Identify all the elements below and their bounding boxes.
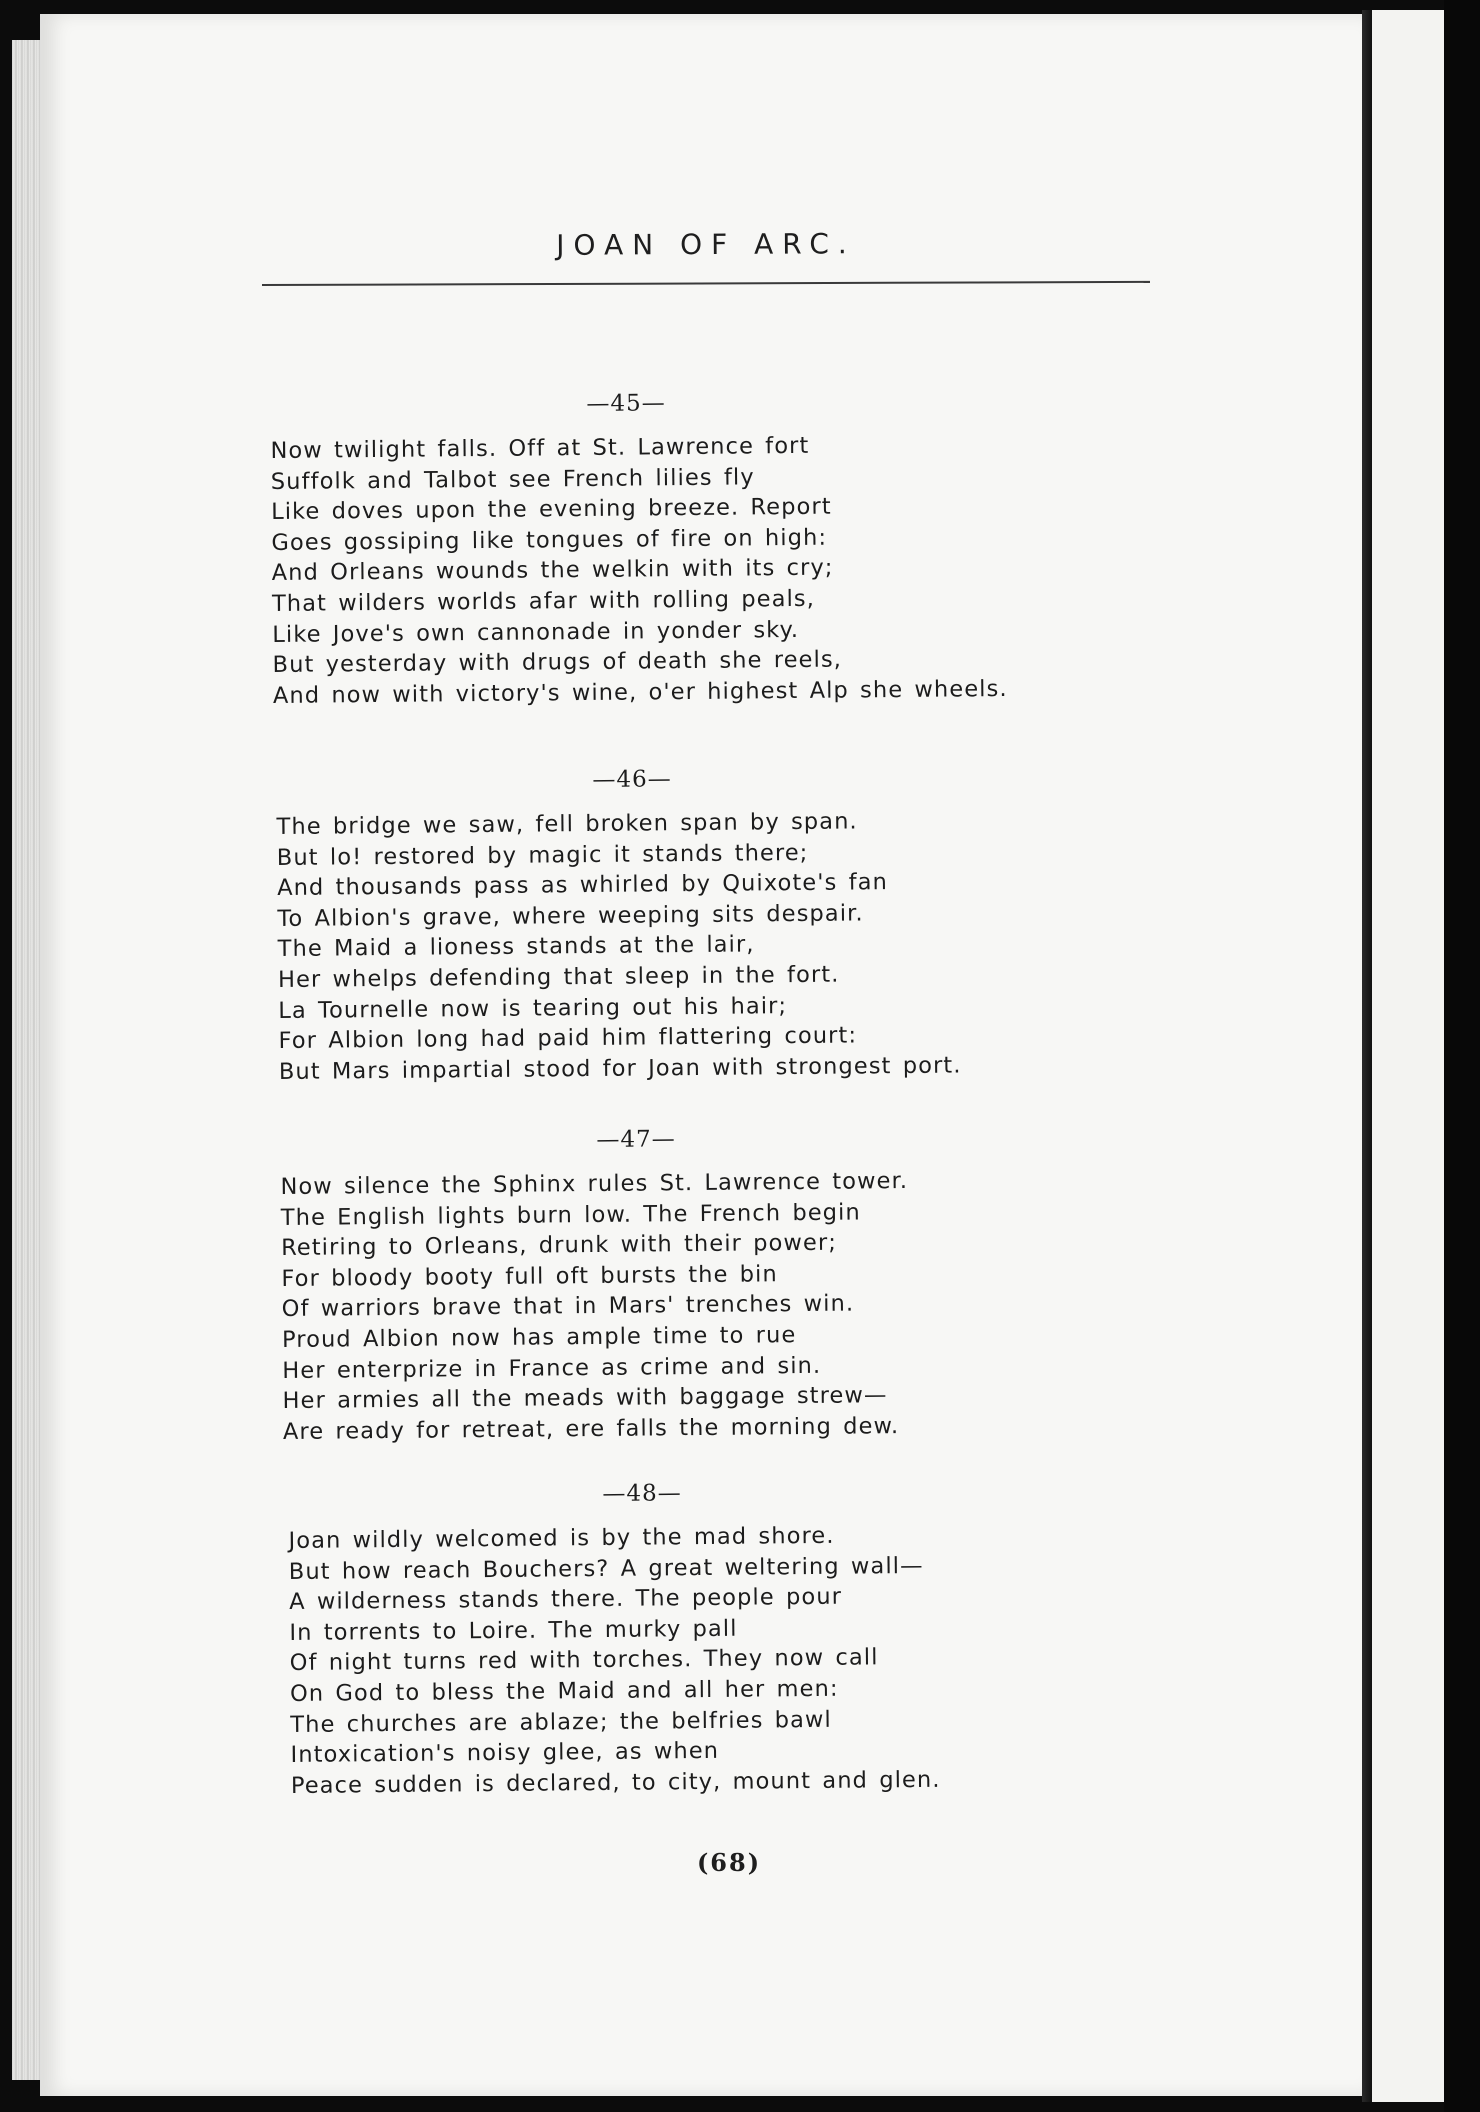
stanza-47 — [280, 1124, 911, 1447]
verse-line: On God to bless the Maid and all her men: — [289, 1675, 839, 1707]
verse-line: Intoxication's noisy glee, as when — [290, 1738, 720, 1769]
verse-line: Of night turns red with torches. They now call — [289, 1644, 879, 1677]
verse-line: Now twilight falls. Off at St. Lawrence fort — [270, 432, 810, 464]
page-edges-left — [12, 40, 40, 2080]
stanza-46 — [276, 763, 962, 1087]
verse-line: Retiring to Orleans, drunk with their power; — [281, 1229, 838, 1262]
verse-line: Her armies all the meads with baggage strew— — [282, 1382, 888, 1415]
verse-line: To Albion's grave, where weeping sits despair. — [277, 900, 864, 932]
verse-line: Now silence the Sphinx rules St. Lawrence tower. — [280, 1167, 909, 1200]
verse-line: But how reach Bouchers? A great weltering wall— — [288, 1552, 924, 1585]
verse-line: Her whelps defending that sleep in the fort. — [277, 961, 840, 993]
verse-line: Joan wildly welcomed is by the mad shore. — [288, 1522, 835, 1554]
adjacent-page-edge — [1372, 10, 1444, 2102]
verse-line: For bloody booty full oft bursts the bin — [281, 1261, 778, 1292]
binding-edge — [1444, 0, 1480, 2112]
verse-line: Peace sudden is declared, to city, mount and glen. — [290, 1766, 941, 1799]
gutter-shadow — [1362, 10, 1372, 2102]
verse-line: The English lights burn low. The French begin — [280, 1199, 861, 1231]
verse-line: But lo! restored by magic it stands there; — [276, 839, 809, 871]
verse-lines — [280, 1166, 910, 1447]
verse-line: A wilderness stands there. The people pour — [289, 1583, 843, 1616]
verse-line: Like Jove's own cannonade in yonder sky. — [272, 616, 800, 648]
verse-lines — [276, 805, 961, 1087]
verse-line: La Tournelle now is tearing out his hair; — [278, 992, 788, 1024]
verse-line: Are ready for retreat, ere falls the morning dew. — [282, 1412, 900, 1445]
verse-line: But Mars impartial stood for Joan with strongest port. — [278, 1052, 962, 1085]
stanza-number: —47— — [596, 1126, 676, 1153]
verse-line: Suffolk and Talbot see French lilies fly — [270, 463, 755, 495]
verse-line: In torrents to Loire. The murky pall — [289, 1615, 738, 1646]
verse-line: The Maid a lioness stands at the lair, — [277, 931, 755, 963]
verse-line: And Orleans wounds the welkin with its cry; — [271, 554, 834, 587]
verse-line: Goes gossiping like tongues of fire on high: — [271, 524, 828, 556]
verse-line: Of warriors brave that in Mars' trenches win. — [281, 1290, 855, 1323]
page-number: (68) — [696, 1848, 762, 1877]
verse-line: The churches are ablaze; the belfries bawl — [290, 1706, 832, 1738]
verse-line: That wilders worlds afar with rolling peals, — [271, 585, 816, 617]
stanza-number: —48— — [602, 1480, 682, 1507]
running-head: JOAN OF ARC. — [556, 227, 856, 262]
stanza-45 — [270, 387, 1008, 711]
verse-line: But yesterday with drugs of death she reels, — [272, 646, 843, 679]
verse-line: Proud Albion now has ample time to rue — [281, 1322, 797, 1353]
verse-line: And now with victory's wine, o'er highest Alp she wheels. — [272, 675, 1008, 709]
verse-line: Her enterprize in France as crime and sin. — [282, 1352, 822, 1384]
verse-lines — [288, 1520, 940, 1802]
verse-lines — [270, 429, 1007, 711]
stanza-48 — [288, 1478, 941, 1802]
verse-line: And thousands pass as whirled by Quixote's fan — [277, 869, 889, 902]
verse-line: Like doves upon the evening breeze. Report — [271, 493, 832, 526]
verse-line: The bridge we saw, fell broken span by span. — [276, 808, 858, 840]
stanza-number: —45— — [586, 390, 666, 417]
verse-line: For Albion long had paid him flattering court: — [278, 1022, 858, 1055]
stanza-number: —46— — [592, 766, 672, 793]
